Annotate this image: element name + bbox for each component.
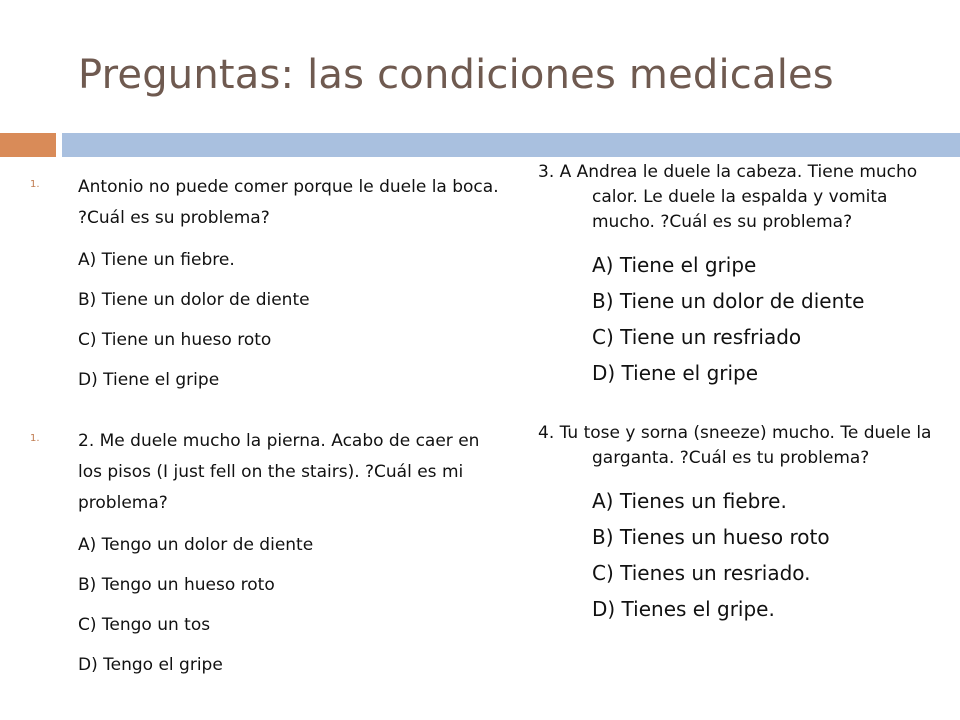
question-4-text: 4. Tu tose y sorna (sneeze) mucho. Te duele la garganta. ?Cuál es tu problema?: [538, 423, 932, 468]
left-column: [30, 172, 500, 675]
question-2-text: 2. Me duele mucho la pierna. Acabo de caer en los pisos (I just fell on the stairs). ?Cuál es mi problema?: [78, 431, 480, 513]
question-3-option-c: C) Tiene un resfriado: [592, 325, 802, 349]
question-3-option-a: A) Tiene el gripe: [592, 253, 757, 277]
question-4-option-b: B) Tienes un hueso roto: [592, 525, 830, 549]
question-3-option-d: D) Tiene el gripe: [592, 361, 759, 385]
question-2-option-c: C) Tengo un tos: [78, 615, 211, 635]
question-2-number: 1.: [30, 433, 40, 444]
question-1: [30, 172, 500, 390]
question-4-option-c: C) Tienes un resriado.: [592, 561, 811, 585]
question-2-option-b: B) Tengo un hueso roto: [78, 575, 275, 595]
question-3-text: 3. A Andrea le duele la cabeza. Tiene mucho calor. Le duele la espalda y vomita mucho. ?Cuál es su problema?: [538, 162, 918, 232]
slide-title: Preguntas: las condiciones medicales: [78, 52, 834, 98]
right-column: [538, 160, 948, 621]
question-1-option-a: A) Tiene un fiebre.: [78, 250, 235, 270]
question-1-option-c: C) Tiene un hueso roto: [78, 330, 272, 350]
question-4-option-d: D) Tienes el gripe.: [592, 597, 775, 621]
accent-bar-left: [0, 133, 56, 157]
question-1-option-d: D) Tiene el gripe: [78, 370, 220, 390]
question-1-option-b: B) Tiene un dolor de diente: [78, 290, 310, 310]
accent-bar-right: [62, 133, 960, 157]
question-1-number: 1.: [30, 179, 40, 190]
question-4-option-a: A) Tienes un fiebre.: [592, 489, 787, 513]
question-3-option-b: B) Tiene un dolor de diente: [592, 289, 865, 313]
question-2: [30, 426, 500, 675]
question-1-text: Antonio no puede comer porque le duele la boca. ?Cuál es su problema?: [78, 177, 499, 228]
question-2-option-a: A) Tengo un dolor de diente: [78, 535, 314, 555]
question-2-option-d: D) Tengo el gripe: [78, 655, 223, 675]
